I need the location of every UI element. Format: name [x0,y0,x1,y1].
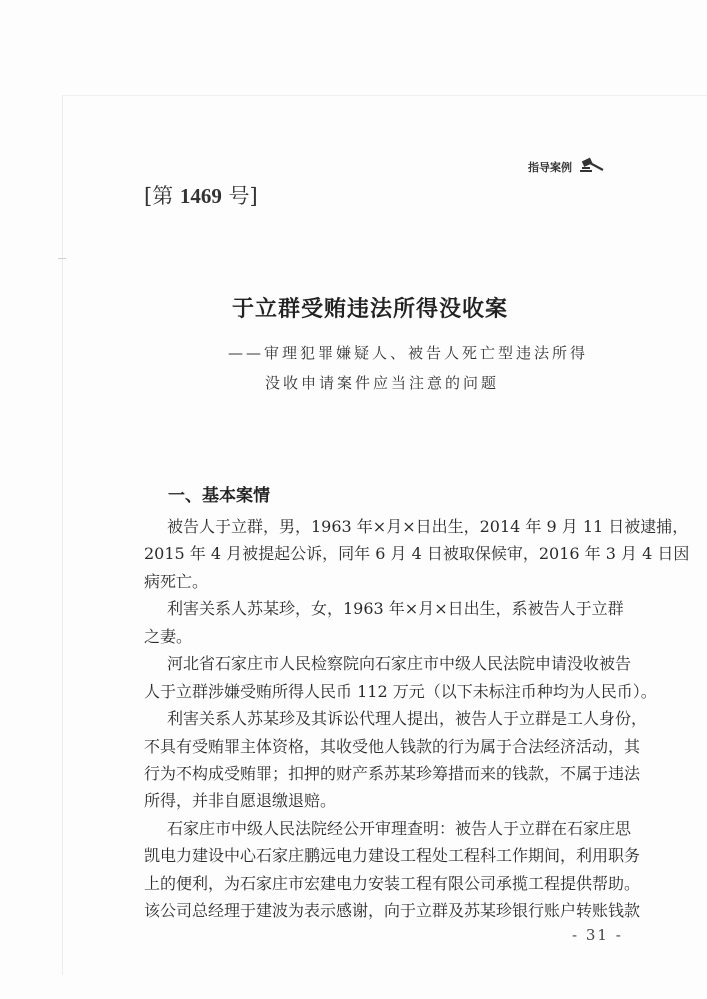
page-top-edge [62,95,707,96]
paragraph-line: 利害关系人苏某珍及其诉讼代理人提出，被告人于立群是工人身份， [167,709,648,729]
section-heading: 一、基本案情 [168,486,270,506]
page-edge [62,95,63,975]
case-number: [第 1469 号] [144,184,258,208]
paragraph-line: 之妻。 [144,626,193,646]
paragraph-line: 利害关系人苏某珍，女，1963 年×月×日出生，系被告人于立群 [167,599,624,619]
page-number: - 31 - [572,926,623,944]
subtitle-line: ——审理犯罪嫌疑人、被告人死亡型违法所得 [228,344,589,362]
paragraph-line: 2015 年 4 月被提起公诉，同年 6 月 4 日被取保候审，2016 年 3 月 4 日因 [144,544,690,564]
article-title: 于立群受贿违法所得没收案 [231,296,508,322]
subtitle-line: 没收申请案件应当注意的问题 [265,374,500,392]
paragraph-line: 石家庄市中级人民法院经公开审理查明：被告人于立群在石家庄思 [167,818,632,838]
paragraph-line: 人于立群涉嫌受贿所得人民币 112 万元（以下未标注币种均为人民币）。 [144,681,657,701]
body-text [144,513,690,925]
paragraph-line: 行为不构成受贿罪；扣押的财产系苏某珍筹措而来的钱款，不属于违法 [144,763,641,783]
running-header [528,157,604,176]
paragraph-line: 病死亡。 [144,571,209,591]
running-header-label: 指导案例 [528,160,572,174]
paragraph-line: 上的便利，为石家庄市宏建电力安装工程有限公司承揽工程提供帮助。 [144,873,641,893]
margin-tick [58,258,66,259]
paragraph-line: 所得，并非自愿退缴退赔。 [144,791,337,811]
paragraph-line: 被告人于立群，男，1963 年×月×日出生，2014 年 9 月 11 日被逮捕， [167,517,689,536]
paragraph-line: 河北省石家庄市人民检察院向石家庄市中级人民法院申请没收被告 [167,654,632,674]
gavel-icon [578,157,604,176]
paragraph-line: 该公司总经理于建波为表示感谢，向于立群及苏某珍银行账户转账钱款 [144,901,641,921]
paragraph-line: 凯电力建设中心石家庄鹏远电力建设工程处工程科工作期间，利用职务 [144,846,641,866]
paragraph-line: 不具有受贿罪主体资格，其收受他人钱款的行为属于合法经济活动，其 [144,736,641,756]
